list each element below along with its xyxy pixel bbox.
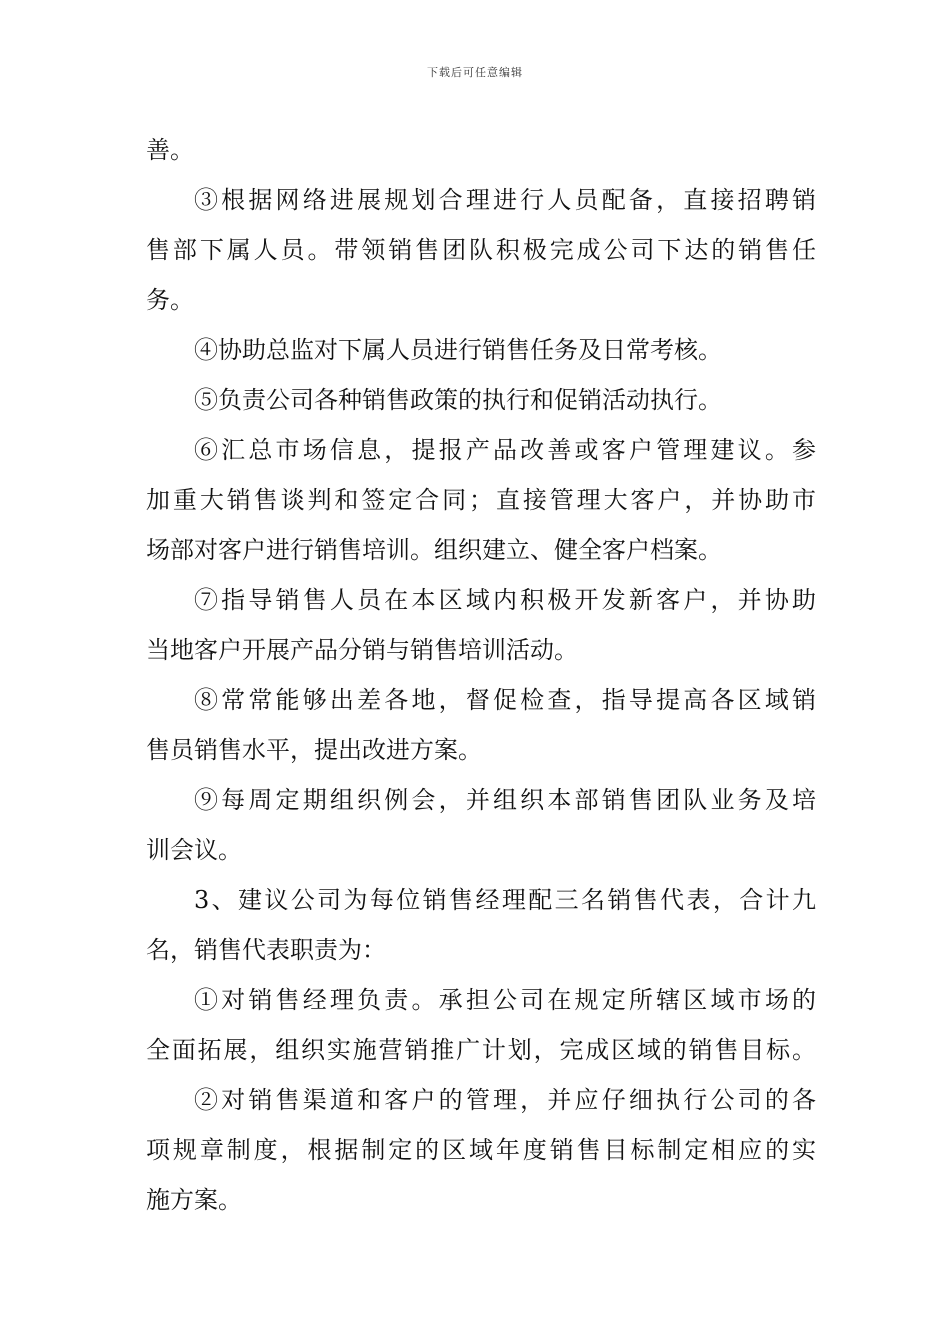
text-line: 施方案。 bbox=[146, 1186, 242, 1214]
text-line: 加重大销售谈判和签定合同；直接管理大客户，并协助市 bbox=[146, 486, 816, 514]
text-line: 训会议。 bbox=[146, 836, 242, 864]
text-line: ⑤负责公司各种销售政策的执行和促销活动执行。 bbox=[194, 386, 722, 414]
text-line: 售员销售水平，提出改进方案。 bbox=[146, 736, 482, 764]
text-line: 项规章制度，根据制定的区域年度销售目标制定相应的实 bbox=[146, 1136, 816, 1164]
page-header: 下载后可任意编辑 bbox=[427, 66, 523, 79]
text-line: ⑧常常能够出差各地，督促检查，指导提高各区域销 bbox=[194, 686, 816, 714]
text-line: ④协助总监对下属人员进行销售任务及日常考核。 bbox=[194, 336, 722, 364]
text-line: 当地客户开展产品分销与销售培训活动。 bbox=[146, 636, 578, 664]
text-line: ①对销售经理负责。承担公司在规定所辖区域市场的 bbox=[194, 986, 816, 1014]
text-line: 3、建议公司为每位销售经理配三名销售代表，合计九 bbox=[194, 886, 816, 914]
text-line: ⑥汇总市场信息，提报产品改善或客户管理建议。参 bbox=[194, 436, 816, 464]
text-line: 名，销售代表职责为： bbox=[146, 936, 386, 964]
text-line: ⑨每周定期组织例会，并组织本部销售团队业务及培 bbox=[194, 786, 816, 814]
document-body bbox=[146, 125, 816, 1225]
text-line: 售部下属人员。带领销售团队积极完成公司下达的销售任 bbox=[146, 236, 816, 264]
text-line: 场部对客户进行销售培训。组织建立、健全客户档案。 bbox=[146, 536, 722, 564]
text-line: 全面拓展，组织实施营销推广计划，完成区域的销售目标。 bbox=[146, 1036, 816, 1064]
text-line: ⑦指导销售人员在本区域内积极开发新客户，并协助 bbox=[194, 586, 816, 614]
text-line: ③根据网络进展规划合理进行人员配备，直接招聘销 bbox=[194, 186, 816, 214]
text-line: ②对销售渠道和客户的管理，并应仔细执行公司的各 bbox=[194, 1086, 816, 1114]
text-line: 善。 bbox=[146, 136, 194, 164]
text-line: 务。 bbox=[146, 286, 194, 314]
